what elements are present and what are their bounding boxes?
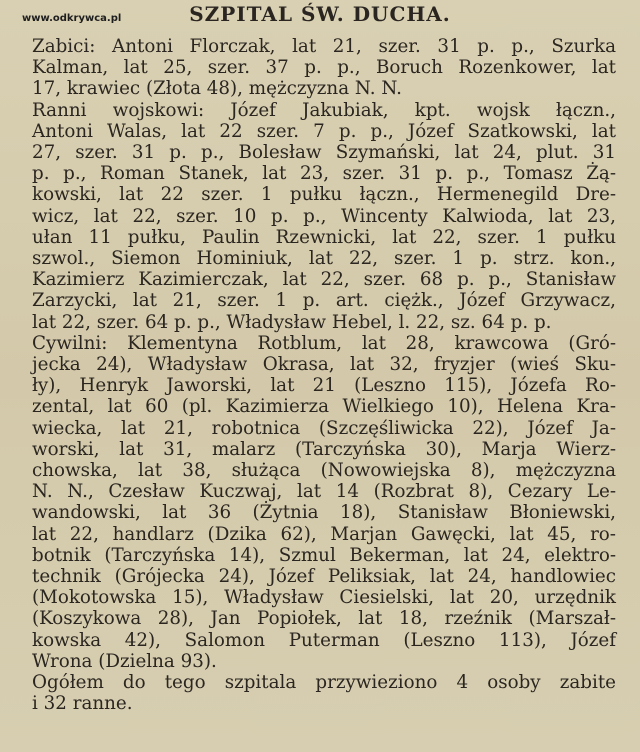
text-line: Kazimierz Kazimierczak, lat 22, szer. 68 p. p., Stanisław [32,269,616,291]
text-line: chowska, lat 38, służąca (Nowowiejska 8), mężczyzna [32,460,616,482]
paragraph-wounded-military [6,100,616,333]
paragraph-summary [6,672,616,714]
text-line: ułan 11 pułku, Paulin Rzewnicki, lat 22, szer. 1 pułku [32,226,616,248]
text-line: ły), Henryk Jaworski, lat 21 (Leszno 115), Józefa Ro- [32,375,616,397]
paragraph-civilians [6,333,616,672]
text-line: lat 22, handlarz (Dzika 62), Marjan Gawęcki, lat 45, ro- [32,523,616,545]
text-line: kowska 42), Salomon Puterman (Leszno 113), Józef [32,629,616,651]
text-line: technik (Grójecka 24), Józef Peliksiak, lat 24, handlowiec [32,566,616,588]
text-line: Kalman, lat 25, szer. 37 p. p., Boruch Rozenkower, lat [32,57,616,79]
text-line: Cywilni: Klementyna Rotblum, lat 28, krawcowa (Gró- [32,332,616,354]
text-line: jecka 24), Władysław Okrasa, lat 32, fryzjer (wieś Sku- [32,354,616,376]
text-line: Antoni Walas, lat 22 szer. 7 p. p., Józef Szatkowski, lat [32,120,616,142]
text-line: Zabici: Antoni Florczak, lat 21, szer. 31 p. p., Szurka [32,36,616,57]
text-line: Zarzycki, lat 21, szer. 1 p. art. ciężk., Józef Grzywacz, [32,290,616,312]
article-title: SZPITAL ŚW. DUCHA. [189,2,451,26]
text-line: Ranni wojskowi: Józef Jakubiak, kpt. wojsk łączn., [32,99,616,121]
text-line: (Koszykowa 28), Jan Popiołek, lat 18, rzeźnik (Marszał- [32,608,616,630]
text-line: i 32 ranne. [32,693,133,715]
text-line: wiecka, lat 21, robotnica (Szczęśliwicka 22), Józef Ja- [32,417,616,439]
text-line: 27, szer. 31 p. p., Bolesław Szymański, lat 24, plut. 31 [32,142,616,164]
text-line: N. N., Czesław Kuczwaj, lat 14 (Rozbrat 8), Cezary Le- [32,481,616,503]
text-line: worski, lat 31, malarz (Tarczyńska 30), Marja Wierz- [32,438,616,460]
watermark: www.odkrywca.pl [22,13,122,24]
text-line: kowski, lat 22 szer. 1 pułku łączn., Hermenegild Dre- [32,184,616,206]
article-body [6,36,616,715]
text-line: lat 22, szer. 64 p. p., Władysław Hebel, l. 22, sz. 64 p. p. [32,311,552,333]
text-line: Wrona (Dzielna 93). [32,650,217,672]
text-line: wandowski, lat 36 (Żytnia 18), Stanisław Błoniewski, [32,502,616,524]
text-line: (Mokotowska 15), Władysław Ciesielski, lat 20, urzędnik [32,587,616,609]
paragraph-killed [6,36,616,100]
text-line: p. p., Roman Stanek, lat 23, szer. 31 p. p., Tomasz Żą- [32,163,616,185]
text-line: zental, lat 60 (pl. Kazimierza Wielkiego 10), Helena Kra- [32,396,616,418]
text-line: szwol., Siemon Hominiuk, lat 22, szer. 1 p. strz. kon., [32,248,616,270]
text-line: 17, krawiec (Złota 48), mężczyzna N. N. [32,78,402,100]
text-line: Ogółem do tego szpitala przywieziono 4 osoby zabite [32,672,616,694]
text-line: wicz, lat 22, szer. 10 p. p., Wincenty Kalwioda, lat 23, [32,205,616,227]
text-line: botnik (Tarczyńska 14), Szmul Bekerman, lat 24, elektro- [32,544,616,566]
